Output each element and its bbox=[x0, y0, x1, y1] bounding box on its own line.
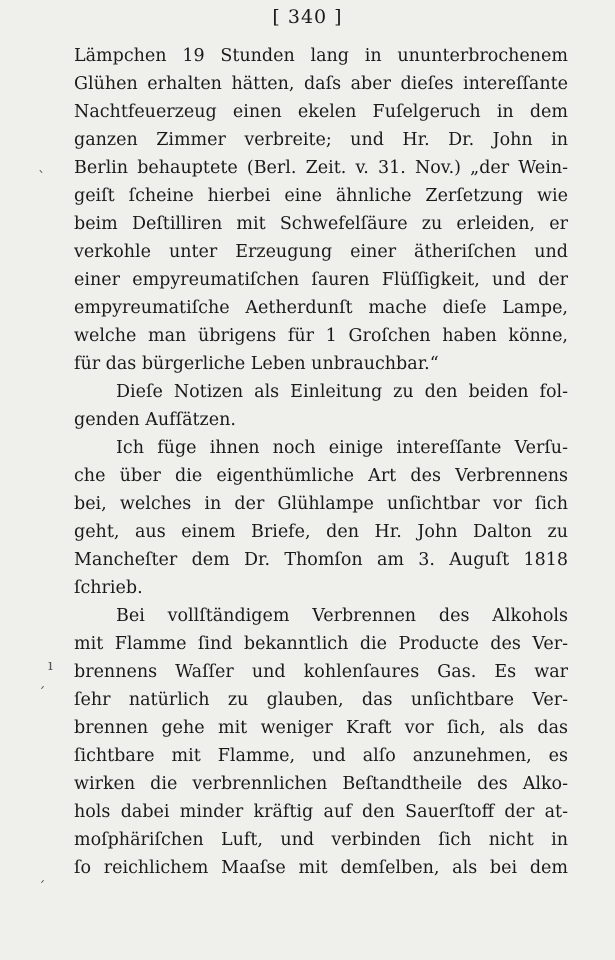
text-line: Berlin behauptete (Berl. Zeit. v. 31. Nov.) „der Wein- bbox=[74, 158, 568, 178]
text-line: für das bürgerliche Leben unbrauchbar.“ bbox=[74, 354, 439, 374]
text-line: che über die eigenthümliche Art des Verbrennens bbox=[74, 466, 568, 486]
text-line: ganzen Zimmer verbreite; und Hr. Dr. John in bbox=[74, 130, 568, 150]
body-text bbox=[74, 42, 568, 882]
text-line: einer empyreumatiſchen ſauren Flüſſigkeit, und der bbox=[74, 270, 568, 290]
text-line: mit Flamme ſind bekanntlich die Producte des Ver- bbox=[74, 634, 568, 654]
page-number: [ 340 ] bbox=[272, 6, 343, 28]
text-line: welche man übrigens für 1 Groſchen haben könne, bbox=[74, 326, 568, 346]
text-line: moſphäriſchen Luft, und verbinden ſich nicht in bbox=[74, 830, 568, 850]
text-line: beim Deſtilliren mit Schwefelſäure zu erleiden, er bbox=[74, 214, 568, 234]
text-line: empyreumatiſche Aetherdunſt mache dieſe Lampe, bbox=[74, 298, 568, 318]
text-line: Lämpchen 19 Stunden lang in ununterbrochenem bbox=[74, 46, 568, 66]
text-line: ſo reichlichem Maaſse mit demſelben, als bei dem bbox=[74, 858, 568, 878]
text-line: hols dabei minder kräftig auf den Sauerſtoff der at- bbox=[74, 802, 568, 822]
text-line: brennen gehe mit weniger Kraft vor ſich, als das bbox=[74, 718, 568, 738]
text-line: ſchrieb. bbox=[74, 578, 143, 598]
text-line: geht, aus einem Briefe, den Hr. John Dalton zu bbox=[74, 522, 568, 542]
text-line: bei, welches in der Glühlampe unſichtbar vor ſich bbox=[74, 494, 568, 514]
text-line: geiſt ſcheine hierbei eine ähnliche Zerſetzung wie bbox=[74, 186, 568, 206]
text-line: brennens Waſſer und kohlenſaures Gas. Es war bbox=[74, 662, 568, 682]
text-line: ſehr natürlich zu glauben, das unſichtbare Ver- bbox=[74, 690, 568, 710]
text-line: Dieſe Notizen als Einleitung zu den beiden fol- bbox=[116, 382, 568, 402]
text-line: Nachtfeuerzeug einen ekelen Fuſelgeruch in dem bbox=[74, 102, 568, 122]
text-line: Mancheſter dem Dr. Thomſon am 3. Auguſt 1818 bbox=[74, 550, 568, 570]
margin-mark: ˋ bbox=[38, 168, 46, 186]
text-line: verkohle unter Erzeugung einer ätheriſchen und bbox=[74, 242, 568, 262]
margin-mark: ˊ bbox=[38, 684, 46, 702]
margin-mark: ˊ bbox=[38, 878, 46, 896]
text-line: wirken die verbrennlichen Beſtandtheile des Alko- bbox=[74, 774, 568, 794]
text-line: Bei vollſtändigem Verbrennen des Alkohols bbox=[116, 606, 568, 626]
text-line: Glühen erhalten hätten, daſs aber dieſes intereſſante bbox=[74, 74, 568, 94]
margin-mark: ı bbox=[48, 656, 53, 674]
text-line: Ich füge ihnen noch einige intereſſante Verſu- bbox=[116, 438, 568, 458]
text-line: ſichtbare mit Flamme, und alſo anzunehmen, es bbox=[74, 746, 568, 766]
text-line: genden Aufſätzen. bbox=[74, 410, 236, 430]
